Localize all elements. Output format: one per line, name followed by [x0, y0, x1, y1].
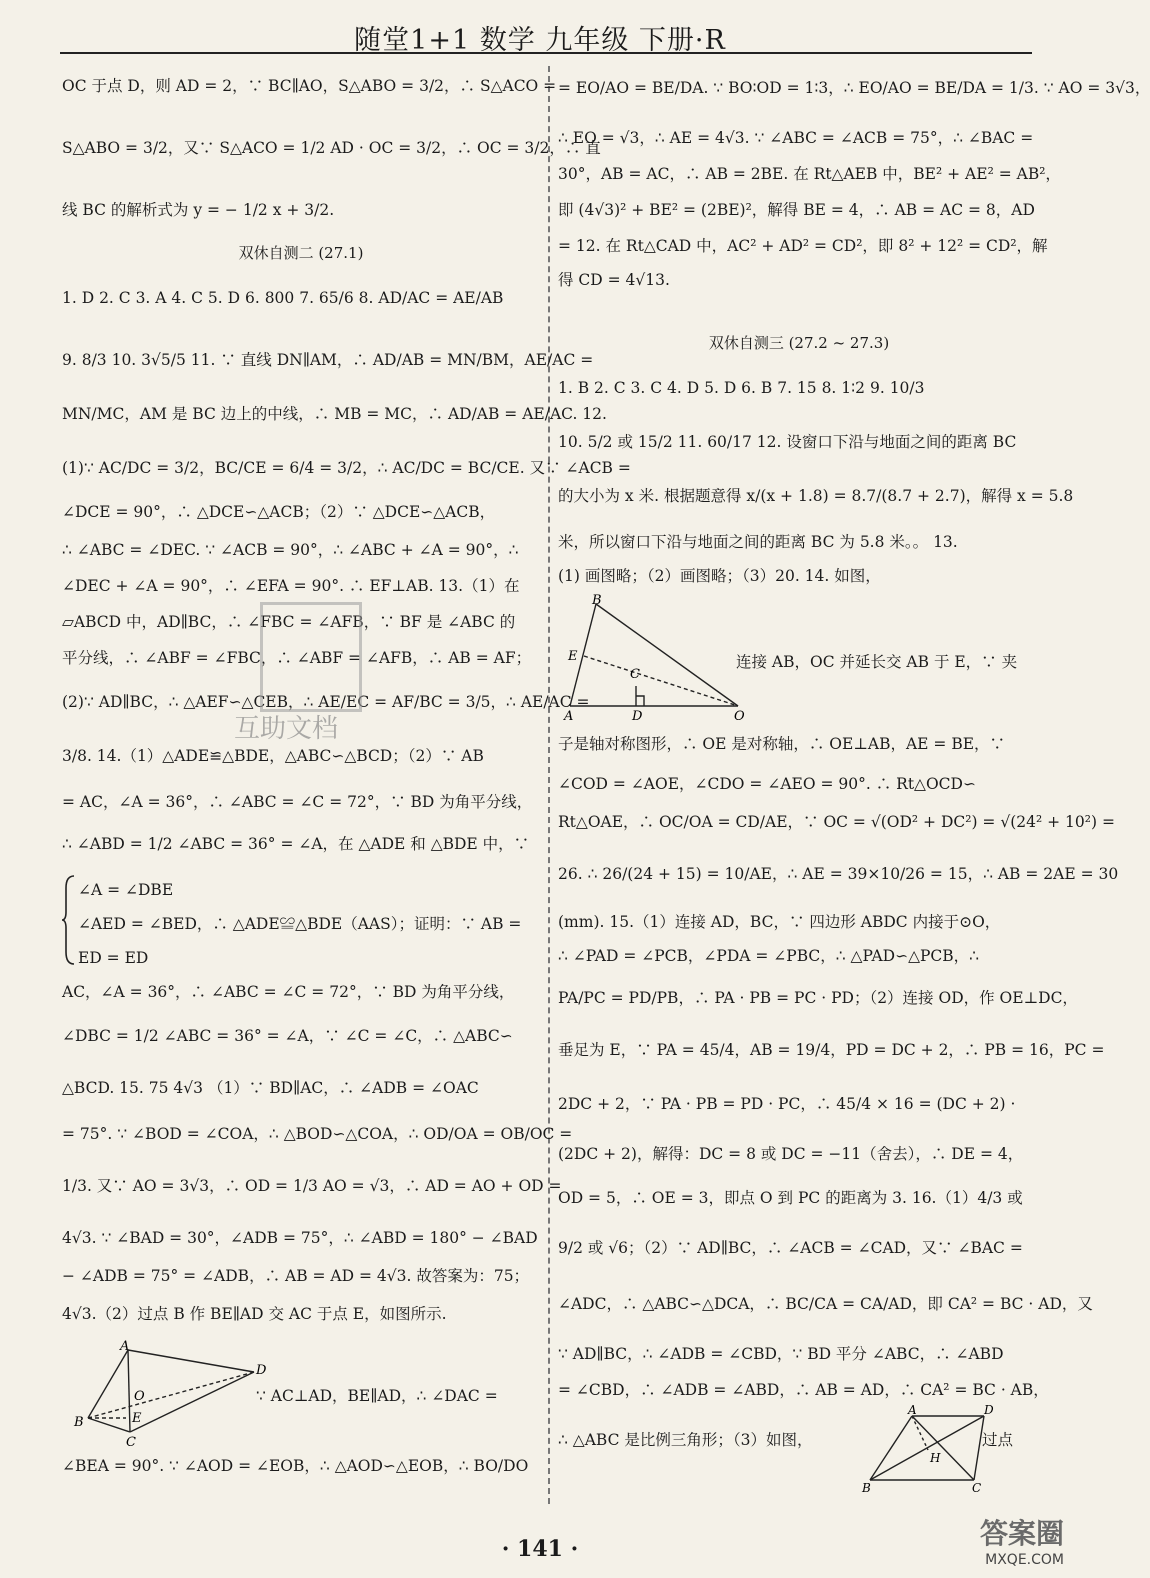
label-b: B	[74, 1415, 84, 1430]
section-title-3: 双休自测三 (27.2 ~ 27.3)	[708, 334, 890, 352]
left-line: ∴ ∠ABC = ∠DEC. ∵ ∠ACB = 90°，∴ ∠ABC + ∠A = 90°，∴	[62, 541, 519, 559]
label-d: D	[632, 709, 643, 724]
label-b: B	[592, 593, 602, 608]
right-line: (mm). 15.（1）连接 AD，BC，∵ 四边形 ABDC 内接于⊙O，	[558, 913, 1001, 931]
label-b: B	[862, 1481, 871, 1495]
right-line: ∠COD = ∠AOE，∠CDO = ∠AEO = 90°. ∴ Rt△OCD∽	[558, 775, 976, 793]
right-line: 得 CD = 4√13.	[558, 271, 670, 289]
left-line: 4√3.（2）过点 B 作 BE∥AD 交 AC 于点 E，如图所示.	[62, 1305, 447, 1323]
left-line: ED = ED	[78, 949, 149, 967]
label-c: C	[126, 1435, 136, 1450]
right-line: 子是轴对称图形，∴ OE 是对称轴，∴ OE⊥AB，AE = BE，∵	[558, 735, 1006, 753]
left-line: 线 BC 的解析式为 y = − 1/2 x + 3/2.	[62, 201, 335, 219]
left-line: 1. D 2. C 3. A 4. C 5. D 6. 800 7. 65/6 8. AD/AC = AE/AB	[62, 289, 504, 307]
left-line: ∴ ∠ABD = 1/2 ∠ABC = 36° = ∠A，在 △ADE 和 △BDE 中，∵	[62, 835, 530, 853]
left-line: = AC，∠A = 36°，∴ ∠ABC = ∠C = 72°，∵ BD 为角平分线，	[62, 793, 533, 811]
right-line: PA/PC = PD/PB，∴ PA · PB = PC · PD；（2）连接 OD，作 OE⊥DC，	[558, 989, 1078, 1007]
left-line: ▱ABCD 中，AD∥BC，∴ ∠FBC = ∠AFB，∵ BF 是 ∠ABC 的	[62, 613, 516, 631]
label-o: O	[134, 1389, 145, 1404]
stamp	[260, 602, 362, 712]
right-line: = ∠CBD，∴ ∠ADB = ∠ABD，∴ AB = AD，∴ CA² = BC · AB，	[558, 1381, 1049, 1399]
left-line: MN/MC，AM 是 BC 边上的中线，∴ MB = MC，∴ AD/AB = AE/AC. 12.	[62, 405, 607, 423]
label-d: D	[256, 1363, 267, 1378]
right-line: 10. 5/2 或 15/2 11. 60/17 12. 设窗口下沿与地面之间的距离 BC	[558, 433, 1017, 451]
label-h: H	[930, 1451, 941, 1465]
left-line: ∠AED = ∠BED，∴ △ADE≌△BDE（AAS）；证明：∵ AB =	[78, 915, 522, 933]
left-line: △BCD. 15. 75 4√3 （1）∵ BD∥AC，∴ ∠ADB = ∠OAC	[62, 1079, 479, 1097]
label-c: C	[630, 667, 640, 682]
left-line: (2)∵ AD∥BC，∴ △AEF∽△CEB，∴ AE/EC = AF/BC = 3/5，∴ AE/AC =	[62, 693, 590, 711]
right-line: ∴ △ABC 是比例三角形；（3）如图，	[558, 1431, 813, 1449]
right-column	[558, 62, 1150, 1502]
right-line: ∠ADC，∴ △ABC∽△DCA，∴ BC/CA = CA/AD，即 CA² = BC · AD，又	[558, 1295, 1093, 1313]
left-line: 1/3. 又∵ AO = 3√3，∴ OD = 1/3 AO = √3，∴ AD = AO + OD =	[62, 1177, 562, 1195]
right-line: ∴ EO = √3，∴ AE = 4√3. ∵ ∠ABC = ∠ACB = 75°，∴ ∠BAC =	[558, 129, 1034, 147]
right-line: 1. B 2. C 3. C 4. D 5. D 6. B 7. 15 8. 1∶2 9. 10/3	[558, 379, 925, 397]
right-line: = EO/AO = BE/DA. ∵ BO∶OD = 1∶3，∴ EO/AO = BE/DA = 1/3. ∵ AO = 3√3，	[558, 79, 1150, 97]
left-line: AC，∠A = 36°，∴ ∠ABC = ∠C = 72°，∵ BD 为角平分线，	[62, 983, 515, 1001]
watermark-title: 答案圈	[979, 1517, 1064, 1550]
left-line: ∠BEA = 90°. ∵ ∠AOD = ∠EOB，∴ △AOD∽△EOB，∴ BO/DO	[62, 1457, 529, 1475]
page-header: 随堂1+1 数学 九年级 下册·R	[354, 25, 726, 56]
right-line: 垂足为 E，∵ PA = 45/4，AB = 19/4，PD = DC + 2，∴ PB = 16，PC =	[558, 1041, 1105, 1059]
left-line: (1)∵ AC/DC = 3/2，BC/CE = 6/4 = 3/2，∴ AC/DC = BC/CE. 又∵ ∠ACB =	[62, 459, 631, 477]
left-line: 4√3. ∵ ∠BAD = 30°，∠ADB = 75°，∴ ∠ABD = 180° − ∠BAD	[62, 1229, 538, 1247]
left-line: 平分线，∴ ∠ABF = ∠FBC，∴ ∠ABF = ∠AFB，∴ AB = AF；	[62, 649, 532, 667]
figure-trapezoid-right	[860, 1403, 994, 1495]
right-line: 米，所以窗口下沿与地面之间的距离 BC 为 5.8 米。。 13.	[558, 533, 958, 551]
label-a: A	[564, 709, 574, 724]
right-line: Rt△OAE，∴ OC/OA = CD/AE，∵ OC = √(OD² + DC²) = √(24² + 10²) =	[558, 813, 1115, 831]
header-rule	[60, 52, 1032, 54]
stamp-text: 互助文档	[234, 714, 339, 744]
section-title-2: 双休自测二 (27.1)	[238, 244, 364, 262]
label-a: A	[120, 1339, 130, 1354]
right-line: 过点	[982, 1431, 1014, 1449]
right-line: ∴ ∠PAD = ∠PCB，∠PDA = ∠PBC，∴ △PAD∽△PCB，∴	[558, 947, 980, 965]
right-line: 连接 AB，OC 并延长交 AB 于 E，∵ 夹	[736, 653, 1018, 671]
label-a: A	[908, 1403, 917, 1417]
watermark	[980, 1512, 1064, 1568]
label-e: E	[132, 1411, 142, 1426]
right-line: ∵ AD∥BC，∴ ∠ADB = ∠CBD，∵ BD 平分 ∠ABC，∴ ∠ABD	[558, 1345, 1004, 1363]
left-line: OC 于点 D，则 AD = 2，∵ BC∥AO，S△ABO = 3/2，∴ S△ACO =	[62, 77, 557, 95]
column-divider	[548, 66, 550, 1504]
right-line: 即 (4√3)² + BE² = (2BE)²，解得 BE = 4，∴ AB = AC = 8，AD	[558, 201, 1035, 219]
right-line: 2DC + 2，∵ PA · PB = PD · PC，∴ 45/4 × 16 = (DC + 2) ·	[558, 1095, 1016, 1113]
left-line: ∵ AC⊥AD，BE∥AD，∴ ∠DAC =	[256, 1387, 498, 1405]
figure-triangle-right	[562, 593, 752, 726]
label-d: D	[984, 1403, 994, 1417]
right-line: 的大小为 x 米. 根据题意得 x/(x + 1.8) = 8.7/(8.7 + 2.7)，解得 x = 5.8	[558, 487, 1074, 505]
left-line: 3/8. 14.（1）△ADE≌△BDE，△ABC∽△BCD；（2）∵ AB	[62, 747, 484, 765]
left-line: = 75°. ∵ ∠BOD = ∠COA，∴ △BOD∽△COA，∴ OD/OA = OB/OC =	[62, 1125, 573, 1143]
right-line: (1) 画图略；（2）画图略；（3）20. 14. 如图，	[558, 567, 881, 585]
right-line: = 12. 在 Rt△CAD 中，AC² + AD² = CD²，即 8² + 12² = CD²，解	[558, 237, 1048, 255]
left-line: 9. 8/3 10. 3√5/5 11. ∵ 直线 DN∥AM，∴ AD/AB = MN/BM，AE/AC =	[62, 351, 594, 369]
right-line: 30°，AB = AC，∴ AB = 2BE. 在 Rt△AEB 中，BE² + AE² = AB²，	[558, 165, 1061, 183]
label-e: E	[568, 649, 578, 664]
right-line: (2DC + 2)，解得：DC = 8 或 DC = −11（舍去），∴ DE = 4，	[558, 1145, 1024, 1163]
left-line: ∠DBC = 1/2 ∠ABC = 36° = ∠A，∵ ∠C = ∠C，∴ △ABC∽	[62, 1027, 513, 1045]
left-line: ∠A = ∠DBE	[78, 881, 174, 899]
left-line: S△ABO = 3/2，又∵ S△ACO = 1/2 AD · OC = 3/2，∴ OC = 3/2，∴ 直	[62, 139, 601, 157]
left-line: ∠DEC + ∠A = 90°，∴ ∠EFA = 90°. ∴ EF⊥AB. 13.（1）在	[62, 577, 520, 595]
label-c: C	[972, 1481, 982, 1495]
left-line: − ∠ADB = 75° = ∠ADB，∴ AB = AD = 4√3. 故答案为：75；	[62, 1267, 530, 1285]
brace	[62, 874, 76, 966]
page-number: · 141 ·	[501, 1536, 579, 1562]
left-line: ∠DCE = 90°，∴ △DCE∽△ACB；（2）∵ △DCE∽△ACB，	[62, 503, 496, 521]
right-line: 26. ∴ 26/(24 + 15) = 10/AE，∴ AE = 39×10/26 = 15，∴ AB = 2AE = 30	[558, 865, 1119, 883]
right-line: 9/2 或 √6；（2）∵ AD∥BC，∴ ∠ACB = ∠CAD，又∵ ∠BAC =	[558, 1239, 1023, 1257]
watermark-url: MXQE.COM	[985, 1552, 1064, 1568]
label-o: O	[734, 709, 745, 724]
right-line: OD = 5，∴ OE = 3，即点 O 到 PC 的距离为 3. 16.（1）4/3 或	[558, 1189, 1023, 1207]
figure-quadrilateral-left	[68, 1339, 268, 1458]
